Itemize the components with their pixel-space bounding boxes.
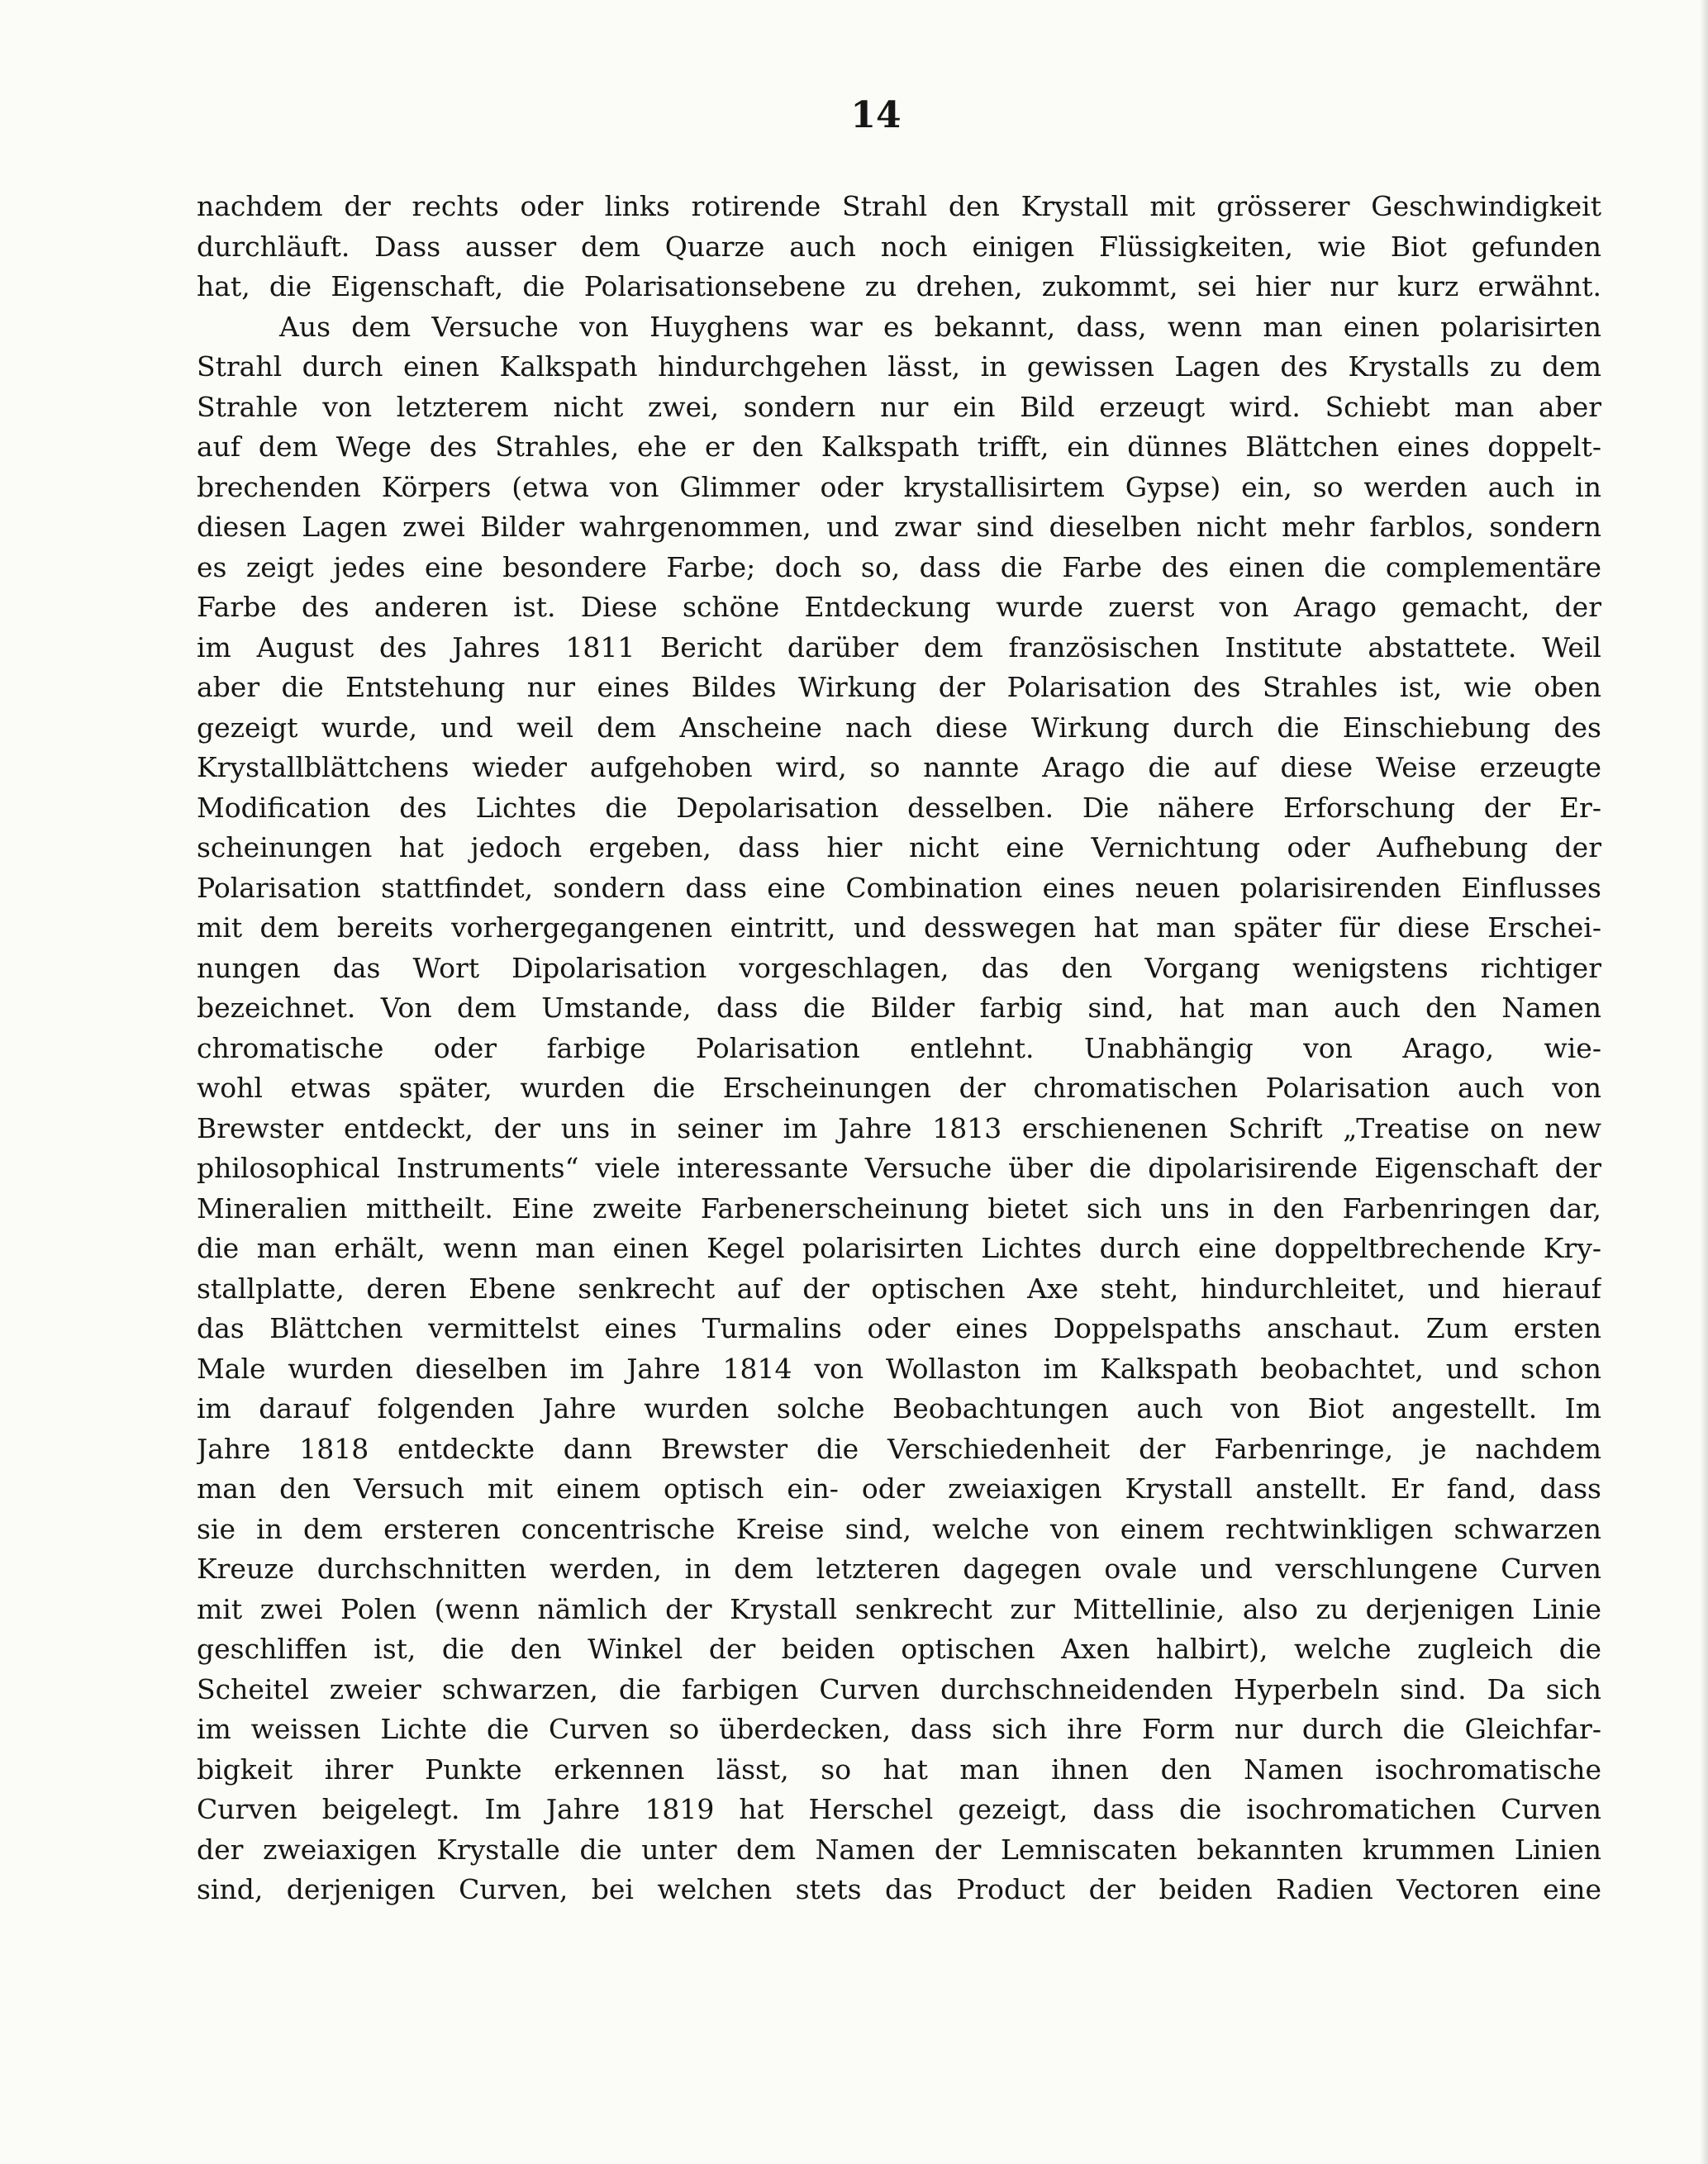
text-line: bigkeit ihrer Punkte erkennen lässt, so hat man ihnen den Namen isochromatische [197, 1753, 1601, 1786]
text-line: nachdem der rechts oder links rotirende Strahl den Krystall mit grösserer Geschwindigkeit [197, 190, 1601, 222]
page-edge [1700, 0, 1708, 2164]
text-line: Farbe des anderen ist. Diese schöne Entdeckung wurde zuerst von Arago gemacht, der [197, 591, 1601, 623]
body-text [197, 187, 1601, 2005]
text-line: Polarisation stattfindet, sondern dass eine Combination eines neuen polarisirenden Einflusses [197, 871, 1601, 904]
text-line: geschliffen ist, die den Winkel der beiden optischen Axen halbirt), welche zugleich die [197, 1633, 1601, 1665]
text-line: Scheitel zweier schwarzen, die farbigen Curven durchschneidenden Hyperbeln sind. Da sich [197, 1672, 1601, 1705]
text-line: durchläuft. Dass ausser dem Quarze auch noch einigen Flüssigkeiten, wie Biot gefunden [197, 230, 1601, 263]
text-line: der zweiaxigen Krystalle die unter dem Namen der Lemniscaten bekannten krummen Linien [197, 1833, 1601, 1866]
text-line: im darauf folgenden Jahre wurden solche Beobachtungen auch von Biot angestellt. Im [197, 1392, 1601, 1424]
text-line: bezeichnet. Von dem Umstande, dass die Bilder farbig sind, hat man auch den Namen [197, 992, 1601, 1024]
text-line: mit dem bereits vorhergegangenen eintritt, und desswegen hat man später für diese Erschei- [197, 911, 1601, 944]
text-line: scheinungen hat jedoch ergeben, dass hier nicht eine Vernichtung oder Aufhebung der [197, 831, 1601, 863]
text-line: aber die Entstehung nur eines Bildes Wirkung der Polarisation des Strahles ist, wie oben [197, 671, 1601, 703]
text-line: auf dem Wege des Strahles, ehe er den Kalkspath trifft, ein dünnes Blättchen eines doppelt- [197, 430, 1601, 463]
text-line: hat, die Eigenschaft, die Polarisationsebene zu drehen, zukommt, sei hier nur kurz erwähnt. [197, 270, 1601, 302]
text-line: diesen Lagen zwei Bilder wahrgenommen, und zwar sind dieselben nicht mehr farblos, sondern [197, 511, 1601, 543]
text-line: sie in dem ersteren concentrische Kreise sind, welche von einem rechtwinkligen schwarzen [197, 1512, 1601, 1545]
text-line: es zeigt jedes eine besondere Farbe; doch so, dass die Farbe des einen die complementäre [197, 550, 1601, 583]
text-line: mit zwei Polen (wenn nämlich der Krystall senkrecht zur Mittellinie, also zu derjenigen Linie [197, 1592, 1601, 1625]
text-line: nungen das Wort Dipolarisation vorgeschlagen, das den Vorgang wenigstens richtiger [197, 951, 1601, 984]
text-line: Aus dem Versuche von Huyghens war es bekannt, dass, wenn man einen polarisirten [279, 310, 1601, 343]
page-number: 14 [850, 94, 902, 136]
text-line: das Blättchen vermittelst eines Turmalins oder eines Doppelspaths anschaut. Zum ersten [197, 1312, 1601, 1344]
text-line: chromatische oder farbige Polarisation entlehnt. Unabhängig von Arago, wie- [197, 1031, 1601, 1064]
text-line: sind, derjenigen Curven, bei welchen stets das Product der beiden Radien Vectoren eine [197, 1873, 1601, 1905]
text-line: Curven beigelegt. Im Jahre 1819 hat Herschel gezeigt, dass die isochromatichen Curven [197, 1793, 1601, 1825]
text-line: man den Versuch mit einem optisch ein- oder zweiaxigen Krystall anstellt. Er fand, dass [197, 1472, 1601, 1505]
text-line: Strahl durch einen Kalkspath hindurchgehen lässt, in gewissen Lagen des Krystalls zu dem [197, 350, 1601, 383]
text-line: Brewster entdeckt, der uns in seiner im Jahre 1813 erschienenen Schrift „Treatise on new [197, 1111, 1601, 1144]
text-line: Mineralien mittheilt. Eine zweite Farbenerscheinung bietet sich uns in den Farbenringen dar, [197, 1191, 1601, 1225]
text-line: Strahle von letzterem nicht zwei, sondern nur ein Bild erzeugt wird. Schiebt man aber [197, 390, 1601, 423]
text-line: Kreuze durchschnitten werden, in dem letzteren dagegen ovale und verschlungene Curven [197, 1553, 1601, 1585]
text-line: wohl etwas später, wurden die Erscheinungen der chromatischen Polarisation auch von [197, 1072, 1601, 1104]
text-line: Krystallblättchens wieder aufgehoben wird, so nannte Arago die auf diese Weise erzeugte [197, 751, 1601, 783]
text-line: Jahre 1818 entdeckte dann Brewster die Verschiedenheit der Farbenringe, je nachdem [197, 1432, 1601, 1465]
text-line: Male wurden dieselben im Jahre 1814 von Wollaston im Kalkspath beobachtet, und schon [197, 1352, 1601, 1385]
text-line: gezeigt wurde, und weil dem Anscheine nach diese Wirkung durch die Einschiebung des [197, 711, 1601, 744]
text-line: Modification des Lichtes die Depolarisation desselben. Die nähere Erforschung der Er- [197, 791, 1601, 824]
text-line: die man erhält, wenn man einen Kegel polarisirten Lichtes durch eine doppeltbrechende Kry- [197, 1232, 1601, 1264]
text-line: brechenden Körpers (etwa von Glimmer oder krystallisirtem Gypse) ein, so werden auch in [197, 470, 1601, 503]
text-line: philosophical Instruments“ viele interessante Versuche über die dipolarisirende Eigenschaft der [197, 1152, 1601, 1184]
text-line: im weissen Lichte die Curven so überdecken, dass sich ihre Form nur durch die Gleichfar- [197, 1713, 1601, 1745]
text-line: stallplatte, deren Ebene senkrecht auf der optischen Axe steht, hindurchleitet, und hierauf [197, 1272, 1601, 1305]
text-line: im August des Jahres 1811 Bericht darüber dem französischen Institute abstattete. Weil [197, 630, 1601, 663]
